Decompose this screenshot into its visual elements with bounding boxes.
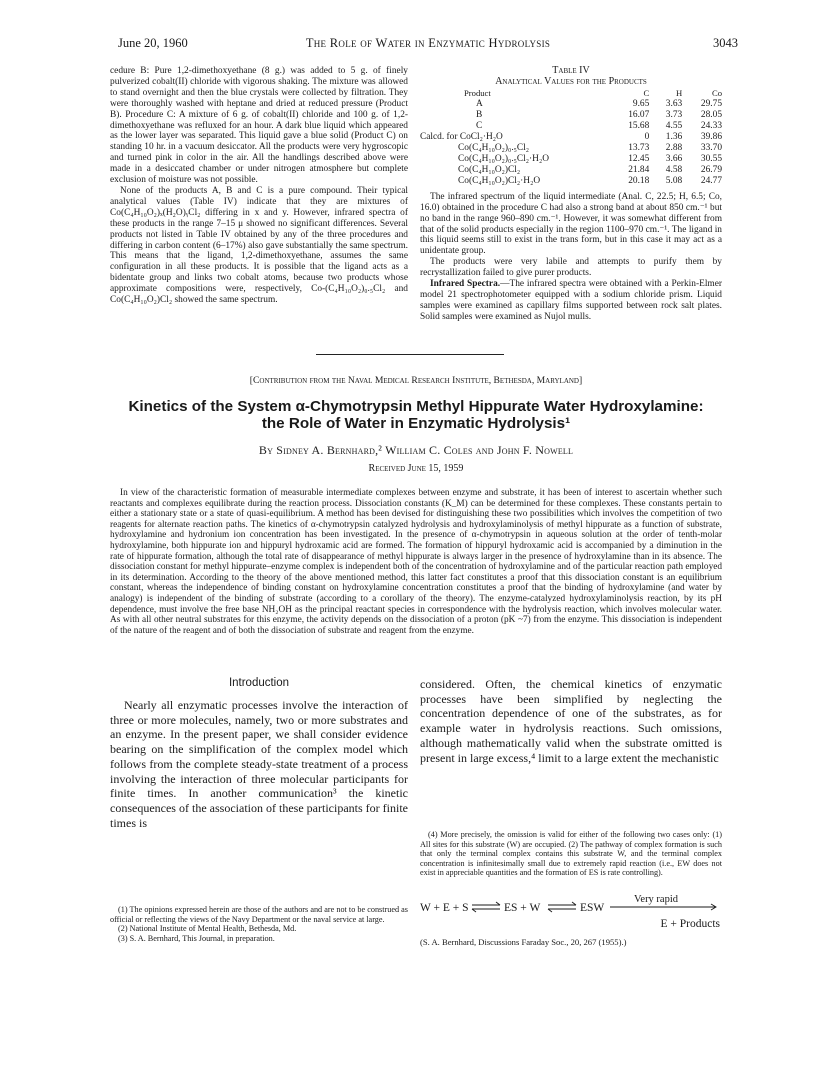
footnote: (2) National Institute of Mental Health, Bethesda, Md. <box>118 924 297 934</box>
paragraph-infrared-spectra <box>420 279 722 323</box>
contribution-line: [Contribution from the Naval Medical Research Institute, Bethesda, Maryland] <box>249 375 583 386</box>
table-header-cell: Product <box>464 87 491 98</box>
scheme-reference: (S. A. Bernhard, Discussions Faraday Soc., 20, 267 (1955).) <box>420 937 627 947</box>
right-column-top <box>420 66 722 323</box>
table-row <box>420 143 722 154</box>
table-cell: 39.86 <box>700 131 722 142</box>
introduction-right-text: considered. Often, the chemical kinetics of enzymatic processes have been simplified by neglecting the concentration dependence of one of the substrates, as for example water in hydrolysis reactions. Such omissions, although mathematically valid when the substrate omitted is present in large excess,⁴ limit to a large extent the mechanistic <box>420 677 722 765</box>
table-row <box>420 99 722 110</box>
table-cell: 13.73 <box>628 142 650 153</box>
scheme-intermediate: ES + W <box>504 902 541 914</box>
table-cell: C <box>476 120 483 131</box>
section-divider <box>316 354 504 355</box>
table-cell: 12.45 <box>628 153 650 164</box>
footnote: (4) More precisely, the omission is valid for either of the following two cases only: (1) All sites for this substrate (W) are occupied. (2) The pathway of complex formation is such that only the terminal complex contains this substrate W, and the terminal complex concentration is infinitesimally small due to extremely rapid reaction (i.e., EW does not exist in appreciable quantities and the formation of ES is rate controlling). <box>420 830 722 878</box>
table-cell: 3.73 <box>665 109 683 120</box>
table-cell: 20.18 <box>628 175 650 186</box>
footnote: (3) S. A. Bernhard, This Journal, in preparation. <box>118 933 275 943</box>
table-row <box>420 154 722 165</box>
scheme-ternary-complex: ESW <box>580 902 605 914</box>
table-cell: 21.84 <box>628 164 650 175</box>
table-row <box>420 165 722 176</box>
table-cell: 16.07 <box>628 109 650 120</box>
scheme-reactants: W + E + S <box>420 902 469 914</box>
equilibrium-arrow-head <box>472 909 476 912</box>
table-cell: 26.79 <box>700 164 722 175</box>
reaction-scheme <box>420 893 722 933</box>
received-date: Received June 15, 1959 <box>368 463 464 474</box>
table-header-cell: C <box>643 87 650 98</box>
scheme-arrow-label: Very rapid <box>633 894 679 905</box>
paragraph-labile: The products were very labile and attempts to purify them by recrystallization failed to give purer products. <box>420 257 722 279</box>
table-cell: 3.66 <box>665 153 683 164</box>
introduction-heading: Introduction <box>228 677 290 689</box>
table-cell: 3.63 <box>665 98 683 109</box>
introduction-left-text: Nearly all enzymatic processes involve the interaction of three or more molecules, namely, two or more substrates and an enzyme. In the present paper, we shall consider evidence bearing on the simplification of the complex model which follows from the complete steady-state treatment of a process involving the interaction of three molecular participants for finite times. In another communication³ the kinetic consequences of the association of these participants for finite times is <box>110 698 408 830</box>
table-cell: Co(C₄H₁₀O₂)₀.₅Cl₂ <box>458 142 530 153</box>
scheme-products: E + Products <box>660 918 720 930</box>
table-cell: 4.55 <box>665 120 683 131</box>
table-cell: A <box>476 98 483 109</box>
table-cell: 4.58 <box>665 164 683 175</box>
table-cell: 29.75 <box>700 98 722 109</box>
table-row <box>420 176 722 187</box>
table-row <box>420 132 722 143</box>
equilibrium-arrow-head <box>548 909 552 912</box>
table-header-cell: H <box>675 87 683 98</box>
left-column-top <box>110 66 408 306</box>
table-cell: 2.88 <box>665 142 683 153</box>
header-page-number: 3043 <box>713 36 738 50</box>
table-cell: 5.08 <box>665 175 683 186</box>
table-cell: 9.65 <box>632 98 650 109</box>
paragraph-procedure: cedure B: Pure 1,2-dimethoxyethane (8 g.) was added to 5 g. of finely pulverized cobalt(II) chloride with vigorous shaking. The mixture was allowed to stand overnight and then the blue crystals were collected by filtration. They were thoroughly washed with heptane and dried at reduced pressure (Product B). Procedure C: A mixture of 6 g. of cobalt(II) chloride and 100 g. of 1,2-dimethoxyethane was refluxed for an hour. A dark blue liquid which appeared as the lower layer was separated. This liquid gave a blue solid (Product C) on standing 10 hr. in a vacuum desiccator. All the products were very hygroscopic and turned pink in color in the air. All the handlings described above were made in a desiccated chamber or under nitrogen atmosphere but complete exclusion of moisture was not possible. <box>110 66 408 186</box>
equilibrium-arrow-head <box>572 902 576 905</box>
table-cell: 30.55 <box>700 153 722 164</box>
footnote: (1) The opinions expressed herein are those of the authors and are not to be construed as official or reflecting the views of the Navy Department or the naval service at large. <box>110 905 408 924</box>
header-date: June 20, 1960 <box>118 36 188 50</box>
table-header-row <box>420 88 722 99</box>
table-cell: 15.68 <box>628 120 650 131</box>
footnotes-left <box>110 905 408 943</box>
table-caption: Table IV <box>552 65 590 76</box>
analytical-values-table <box>420 88 722 187</box>
footnotes-right <box>420 830 722 878</box>
table-cell: 1.36 <box>665 131 683 142</box>
article-title-line-1: Kinetics of the System α-Chymotrypsin Methyl Hippurate Water Hydroxylamine: <box>128 398 704 415</box>
table-header-cell: Co <box>711 87 722 98</box>
paragraph-infrared-text: —The infrared spectra were obtained with a Perkin-Elmer model 21 spectrophotometer equipped with a sodium chloride prism. Liquid samples were examined as capillary films supported between rock salt plates. Solid samples were examined as Nujol mulls. <box>420 279 722 322</box>
article-title <box>110 398 722 432</box>
table-cell: 28.05 <box>700 109 722 120</box>
table-cell: Calcd. for CoCl₂·H₂O <box>420 131 503 142</box>
section-run-in-heading: Infrared Spectra. <box>430 279 501 290</box>
header-title: The Role of Water in Enzymatic Hydrolysis <box>305 36 551 50</box>
table-cell: B <box>476 109 483 120</box>
author-line: By Sidney A. Bernhard,² William C. Coles and John F. Nowell <box>258 443 574 457</box>
table-cell: 24.77 <box>700 175 722 186</box>
table-row <box>420 121 722 132</box>
table-subtitle: Analytical Values for the Products <box>495 75 647 87</box>
table-cell: Co(C₄H₁₀O₂)Cl₂ <box>458 164 521 175</box>
table-cell: Co(C₄H₁₀O₂)₀.₅Cl₂·H₂O <box>458 153 549 164</box>
equilibrium-arrow-head <box>496 902 500 905</box>
paragraph-ir-liquid: The infrared spectrum of the liquid intermediate (Anal. C, 22.5; H, 6.5; Co, 16.0) obtained in the procedure C had also a strong band at about 850 cm.⁻¹ but no band in the range 960–890 cm.⁻¹. However, it was somewhat different from that of the solid products especially in the region 1100–970 cm.⁻¹. The ligand in this liquid seems still to exist in the trans form, but in this case it may act as a unidentate group. <box>420 191 722 257</box>
table-cell: Co(C₄H₁₀O₂)Cl₂·H₂O <box>458 175 541 186</box>
abstract: In view of the characteristic formation of measurable intermediate complexes between enzyme and substrate, it has been of interest to ascertain whether such reactants and complexes equilibrate during the reaction process. Dissociation constants (K_M) can be determined for these complexes. These constants pertain to either a stationary state or a state of quasi-equilibrium. A method has been devised for distinguishing these two possibilities which involves the competition of two reagents for alternate reaction paths. The kinetics of α-chymotrypsin catalyzed hydrolysis and hydroxylaminolysis of methyl hippurate as a function of substrate, hydroxylamine and hydronium ion concentration has been investigated. In the presence of α-chymotrypsin in aqueous solution at the order of tenth-molar hydroxylamine, both hippurate ion and hippuryl hydroxamic acid are formed. The formation of hippuryl hydroxamic acid is accompanied by a diminution in the rate of hippurate formation, although the total rate of disappearance of methyl hippurate is always larger in the presence of hydroxylamine than in its absence. The dissociation constant for methyl hippurate–enzyme complex is independent both of the concentration of hydroxylamine and of the particular reaction path employed in its determination. According to the theory of the above mentioned method, this latter fact constitutes a proof that this dissociation constant is an equilibrium constant, whereas the independence of binding constant on hydroxylamine concentration constitutes a proof that the binding of hydroxylamine (and water by analogy) is independent of the binding of substrate (according to a corollary of the theory). The enzyme-catalyzed hydroxylaminolysis reaction, by its pH dependence, must involve the free base NH₂OH as the principal reactant species in correspondence with the hydrolysis reaction, which involves molecular water. As with all other neutral substrates for this enzyme, the activity depends on the dissociation of a proton (pK ~7) from the enzyme. This dissociation is independent of the nature of the reagent and of both the dissociation of substrate and reagent from the enzyme. <box>110 488 722 636</box>
table-cell: 24.33 <box>700 120 722 131</box>
paragraph-products: None of the products A, B and C is a pure compound. Their typical analytical values (Table IV) indicate that they are mixtures of Co(C₄H₁₀O₂)ₓ(H₂O)ᵧCl₂ differing in x and y. However, infrared spectra of these products in the range 7–15 μ showed no significant differences. Several products not listed in Table IV obtained by any of the three procedures and differing in carbon content (6–17%) also gave substantially the same spectrum. This means that the ligand, 1,2-dimethoxyethane, assumes the same configuration in all these products. It is possible that the ligand acts as a bidentate group and links two cobalt atoms, because two products whose approximate compositions were, respectively, Co-(C₄H₁₀O₂)₀.₅Cl₂ and Co(C₄H₁₀O₂)Cl₂ showed the same spectrum. <box>110 185 408 306</box>
table-cell: 33.70 <box>700 142 722 153</box>
table-cell: 0 <box>644 131 650 142</box>
reaction-scheme-graphic <box>420 893 722 933</box>
article-title-line-2: the Role of Water in Enzymatic Hydrolysis¹ <box>261 415 571 432</box>
running-header <box>118 36 738 52</box>
table-row <box>420 110 722 121</box>
